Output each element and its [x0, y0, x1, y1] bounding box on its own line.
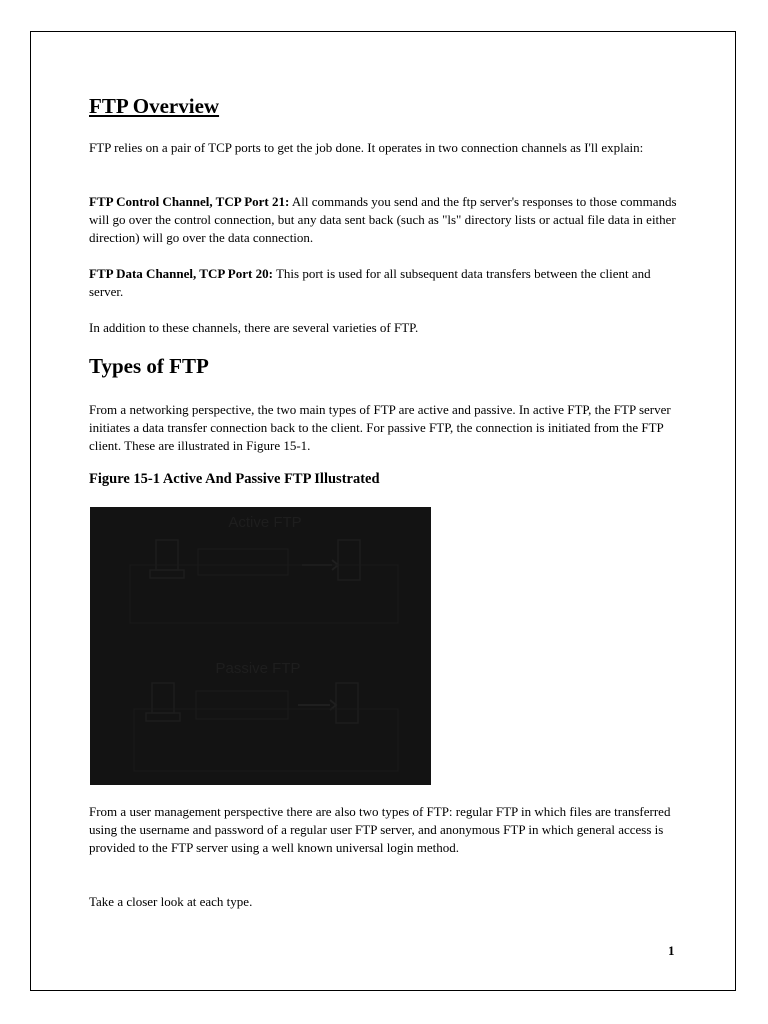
closer-look-paragraph: Take a closer look at each type.: [89, 894, 253, 909]
intro-paragraph: FTP relies on a pair of TCP ports to get the job done. It operates in two connection channels as I'll explain:: [89, 140, 644, 155]
data-channel-label: FTP Data Channel, TCP Port 20:: [89, 266, 273, 281]
types-heading: Types of FTP: [89, 354, 209, 378]
control-channel-label: FTP Control Channel, TCP Port 21:: [89, 194, 290, 209]
passive-server-icon: [336, 683, 358, 723]
page-title: FTP Overview: [89, 94, 220, 118]
figure-caption: Figure 15-1 Active And Passive FTP Illustrated: [89, 471, 380, 487]
page-number: 1: [668, 943, 675, 958]
data-channel-paragraph: [89, 265, 681, 301]
varieties-paragraph: In addition to these channels, there are several varieties of FTP.: [89, 320, 419, 335]
active-data-loop: [130, 565, 398, 623]
user-management-paragraph: From a user management perspective there are also two types of FTP: regular FTP in which files are transferred using the username and password of a regular user FTP server, and anonymous FTP in which general access is provided to the FTP server using a well known universal login method.: [89, 804, 671, 855]
ftp-diagram: [90, 507, 431, 785]
passive-client-keyboard-icon: [146, 713, 180, 721]
control-channel-paragraph: [89, 193, 681, 247]
active-control-box: [198, 549, 288, 575]
active-server-icon: [338, 540, 360, 580]
active-ftp-label: Active FTP: [228, 514, 302, 531]
passive-control-box: [196, 691, 288, 719]
passive-ftp-label: Passive FTP: [215, 660, 301, 677]
data-channel-text: This port is used for all subsequent data transfers between the client and server.: [89, 266, 651, 299]
control-channel-text: All commands you send and the ftp server's responses to those commands will go over the control connection, but any data sent back (such as "ls" directory lists or actual file data in either direction) will go over the data connection.: [89, 194, 677, 245]
active-client-keyboard-icon: [150, 570, 184, 578]
ftp-figure: [90, 507, 431, 785]
types-paragraph: From a networking perspective, the two main types of FTP are active and passive. In active FTP, the FTP server initiates a data transfer connection back to the client. For passive FTP, the connection is initiated from the FTP client. These are illustrated in Figure 15-1.: [89, 402, 671, 453]
